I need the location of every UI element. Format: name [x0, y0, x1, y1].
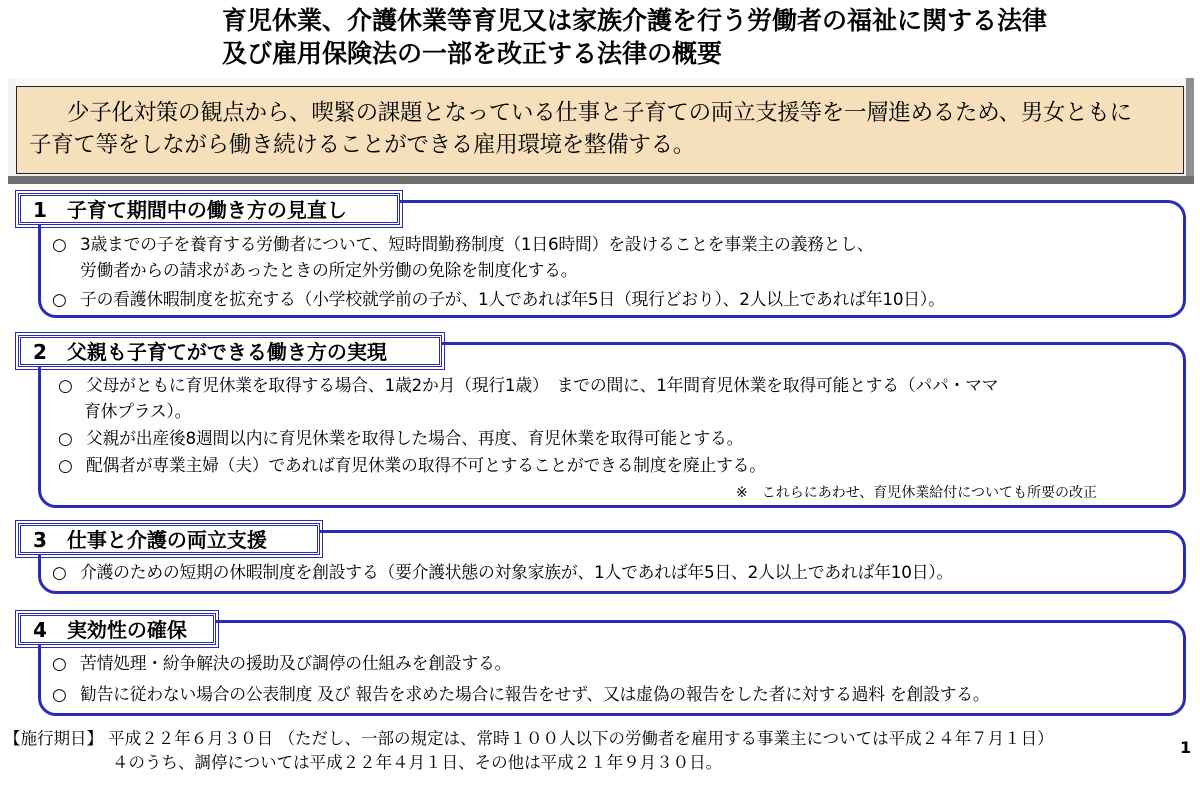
section-1-item-2: ○ 子の看護休暇制度を拡充する（小学校就学前の子が、1人であれば年5日（現行どおり）、2人以上であれば年10日）。 [52, 289, 945, 309]
page-number: 1 [1180, 738, 1192, 757]
section-4-heading: 4 実効性の確保 [18, 613, 216, 645]
title-line-2: 及び雇用保険法の一部を改正する法律の概要 [222, 39, 723, 68]
bullet-icon: ○ [52, 653, 67, 673]
section-2-note: ※ これらにあわせ、育児休業給付についても所要の改正 [736, 485, 1098, 501]
summary-line-2: 子育て等をしながら働き続けることができる雇用環境を整備する。 [29, 132, 696, 158]
bullet-icon: ○ [52, 562, 67, 582]
bullet-icon: ○ [52, 289, 67, 309]
bullet-icon: ○ [58, 455, 73, 475]
effective-date-line-1: 【施行期日】 平成２２年６月３０日 （ただし、一部の規定は、常時１００人以下の労働者を雇用する事業主については平成２４年７月１日） [4, 729, 1054, 748]
bullet-icon: ○ [58, 428, 73, 448]
section-2-heading: 2 父親も子育てができる働き方の実現 [18, 335, 442, 367]
section-1-item-1-cont: 労働者からの請求があったときの所定外労働の免除を制度化する。 [80, 260, 578, 280]
section-1-item-1: ○ 3歳までの子を養育する労働者について、短時間勤務制度（1日6時間）を設けることを事業主の義務とし、 [52, 234, 874, 254]
section-2-item-2: ○ 父親が出産後8週間以内に育児休業を取得した場合、再度、育児休業を取得可能とする。 [58, 428, 744, 448]
summary-banner [8, 78, 1194, 184]
section-3-item-1: ○ 介護のための短期の休暇制度を創設する（要介護状態の対象家族が、1人であれば年5日、2人以上であれば年10日）。 [52, 562, 954, 582]
effective-date-line-2: ４のうち、調停については平成２２年４月１日、その他は平成２１年９月３０日。 [112, 753, 723, 772]
bullet-icon: ○ [52, 684, 67, 704]
bullet-icon: ○ [58, 375, 73, 395]
summary-line-1: 少子化対策の観点から、喫緊の課題となっている仕事と子育ての両立支援等を一層進めるため、男女ともに [67, 100, 1132, 126]
title-line-1: 育児休業、介護休業等育児又は家族介護を行う労働者の福祉に関する法律 [222, 6, 1048, 35]
section-3-heading: 3 仕事と介護の両立支援 [18, 523, 320, 555]
section-1-heading: 1 子育て期間中の働き方の見直し [18, 193, 400, 225]
section-4-item-2: ○ 勧告に従わない場合の公表制度 及び 報告を求めた場合に報告をせず、又は虚偽の報告をした者に対する過料 を創設する。 [52, 684, 990, 704]
section-4-item-1: ○ 苦情処理・紛争解決の援助及び調停の仕組みを創設する。 [52, 653, 512, 673]
section-2-item-3: ○ 配偶者が専業主婦（夫）であれば育児休業の取得不可とすることができる制度を廃止する。 [58, 455, 766, 475]
page-title [222, 4, 1182, 70]
section-2-item-1-cont: 育休プラス）。 [84, 401, 192, 421]
bullet-icon: ○ [52, 234, 67, 254]
section-2-item-1: ○ 父母がともに育児休業を取得する場合、1歳2か月（現行1歳） までの間に、1年間育児休業を取得可能とする（パパ・ママ [58, 375, 999, 395]
summary-text [16, 86, 1184, 174]
